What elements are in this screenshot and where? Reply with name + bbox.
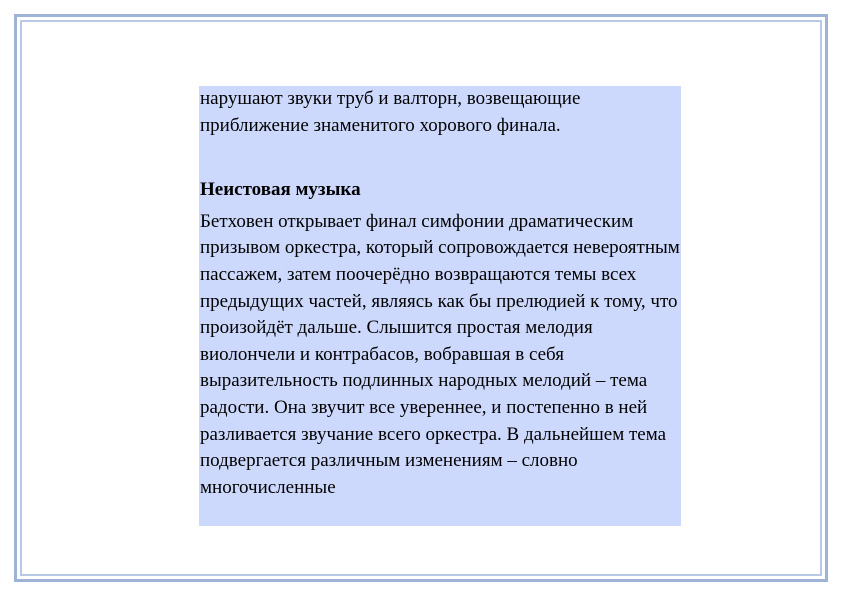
section-heading: Неистовая музыка (200, 179, 361, 201)
body-paragraph: Бетховен открывает финал симфонии драматическим призывом оркестра, который сопровождается невероятным пассажем, затем поочерёдно возвращаются темы всех предыдущих частей, являясь как бы прелюдией к тому, что произойдёт дальше. Слышится простая мелодия виолончели и контрабасов, вобравшая в себя выразительность подлинных народных мелодий – тема радости. Она звучит все увереннее, и постепенно в ней разливается звучание всего оркестра. В дальнейшем тема подвергается различным изменениям – словно многочисленные (200, 210, 680, 498)
text-box (199, 86, 681, 526)
intro-paragraph: нарушают звуки труб и валторн, возвещающие приближение знаменитого хорового финала. (200, 88, 581, 136)
